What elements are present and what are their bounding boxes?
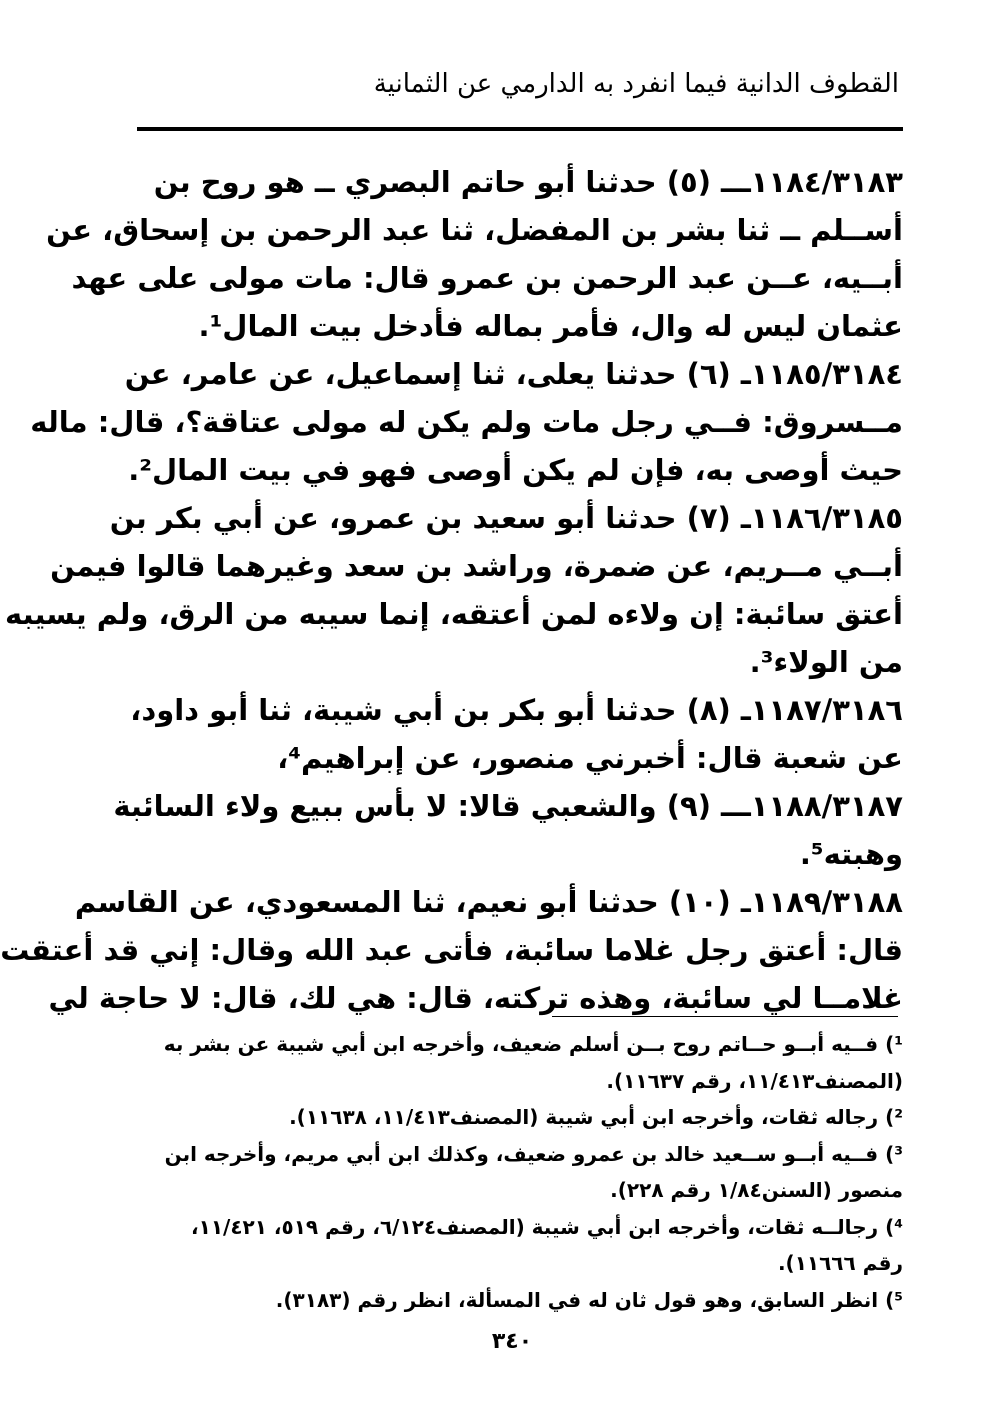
footnote-line: ⁵) انظر السابق، وهو قول ثان له في المسألة، انظر رقم (٣١٨٣). — [275, 1287, 903, 1312]
text-line: قال: أعتق رجل غلاما سائبة، فأتى عبد الله وقال: إني قد أعتقت — [0, 933, 903, 967]
text-line: أبــي مــريم، عن ضمرة، وراشد بن سعد وغيرهما قالوا فيمن — [50, 549, 903, 583]
text-line: ١١٨٩/٣١٨٨ـ (١٠) حدثنا أبو نعيم، ثنا المسعودي، عن القاسم — [74, 885, 903, 919]
footnote-line: ¹) فــيه أبــو حــاتم روح بــن أسلم ضعيف، وأخرجه ابن أبي شيبة عن بشر به — [163, 1032, 903, 1056]
text-line: من الولاء³. — [749, 645, 903, 679]
text-line: وهبته⁵. — [799, 837, 903, 871]
text-line: عثمان ليس له وال، فأمر بماله فأدخل بيت المال¹. — [198, 309, 903, 343]
running-header: القطوف الدانية فيما انفرد به الدارمي عن الثمانية — [373, 69, 899, 99]
text-line: ١١٨٤/٣١٨٣ـــ (٥) حدثنا أبو حاتم البصري ــ هو روح بن — [153, 165, 903, 199]
page-number: ٣٤٠ — [491, 1329, 533, 1354]
header-divider — [137, 127, 903, 131]
text-line: أعتق سائبة: إن ولاءه لمن أعتقه، إنما سيبه من الرق، ولم يسيبه — [5, 597, 903, 631]
footnote-line: (المصنف١١/٤١٣، رقم ١١٦٣٧). — [606, 1068, 903, 1093]
footnote-line: ³) فــيه أبــو ســعيد خالد بن عمرو ضعيف، وكذلك ابن أبي مريم، وأخرجه ابن — [164, 1141, 903, 1166]
text-line: حيث أوصى به، فإن لم يكن أوصى فهو في بيت المال². — [128, 453, 903, 487]
text-line: ١١٨٥/٣١٨٤ـ (٦) حدثنا يعلى، ثنا إسماعيل، عن عامر، عن — [124, 357, 903, 391]
footnote-line: ²) رجاله ثقات، وأخرجه ابن أبي شيبة (المصنف١١/٤١٣، ١١٦٣٨). — [289, 1105, 903, 1129]
text-line: أبــيه، عــن عبد الرحمن بن عمرو قال: مات مولى على عهد — [71, 261, 903, 295]
footnotes — [137, 1026, 903, 1318]
text-line: عن شعبة قال: أخبرني منصور، عن إبراهيم⁴، — [277, 741, 903, 775]
text-line: أســلم ــ ثنا بشر بن المفضل، ثنا عبد الرحمن بن إسحاق، عن — [46, 213, 903, 247]
footnote-line: رقم ١١٦٦٦). — [777, 1251, 903, 1275]
footnote-line: ⁴) رجالــه ثقات، وأخرجه ابن أبي شيبة (المصنف٦/١٢٤، رقم ٥١٩، ١١/٤٢١، — [191, 1214, 903, 1239]
text-line: ١١٨٨/٣١٨٧ـــ (٩) والشعبي قالا: لا بأس ببيع ولاء السائبة — [113, 789, 903, 823]
footnote-divider — [552, 1016, 898, 1017]
text-line: مــسروق: فــي رجل مات ولم يكن له مولى عتاقة؟، قال: ماله — [30, 405, 903, 439]
text-line: ١١٨٦/٣١٨٥ـ (٧) حدثنا أبو سعيد بن عمرو، عن أبي بكر بن — [109, 501, 903, 535]
text-line: ١١٨٧/٣١٨٦ـ (٨) حدثنا أبو بكر بن أبي شيبة، ثنا أبو داود، — [130, 693, 903, 727]
footnote-line: منصور (السنن١/٨٤ رقم ٢٢٨). — [610, 1178, 903, 1202]
main-text — [0, 158, 903, 1022]
text-line: غلامــا لي سائبة، وهذه تركته، قال: هي لك، قال: لا حاجة لي — [48, 981, 903, 1015]
